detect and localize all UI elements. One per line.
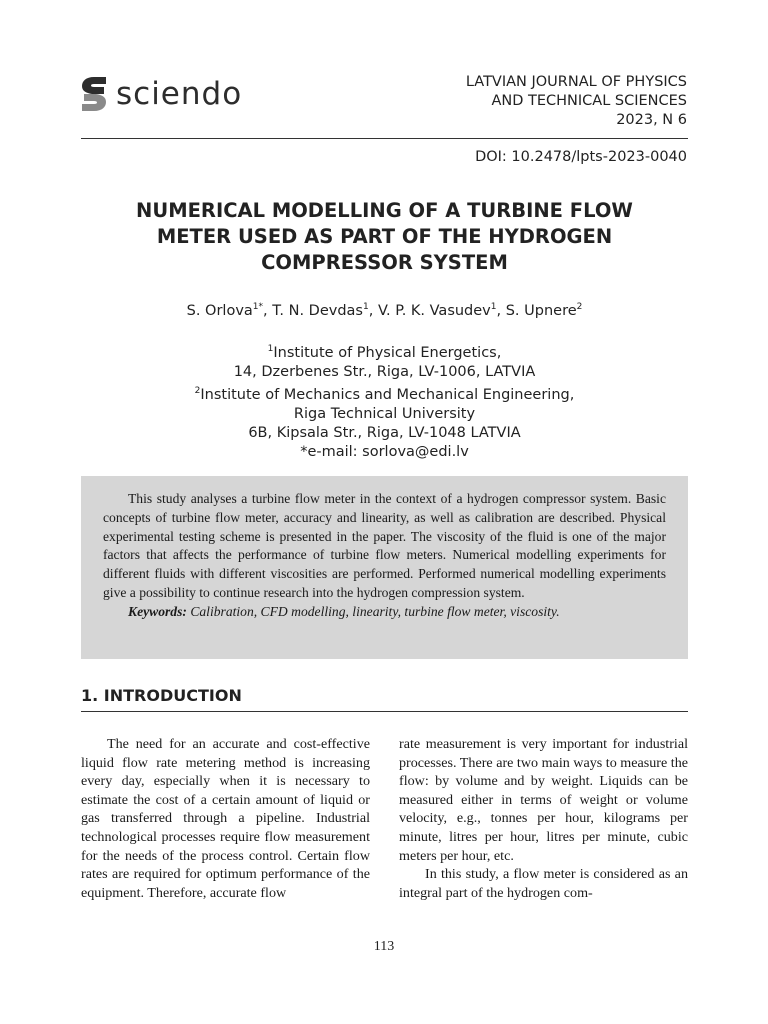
author-name: S. Upnere [505, 303, 577, 319]
affiliation-mark: 1 [267, 344, 274, 354]
paper-title [81, 198, 688, 276]
affiliation-1-name: $^1$Institute of Physical Energetics, [267, 344, 502, 361]
abstract-text: This study analyses a turbine flow meter in the context of a hydrogen compressor system. Basic concepts of turbine flow meter, accuracy and linearity, as well as calibration are described. Physical experimental testing scheme is presented in the paper. The viscosity of the fluid is one of the major factors that affects the performance of turbine flow meters. Numerical modelling experiments for different fluids with different viscosities are performed. Performed numerical modelling experiments give a possibility to continue research into the hydrogen compression system. [103, 491, 666, 600]
author-affiliation-mark: 1 [362, 302, 369, 312]
title-line3: COMPRESSOR SYSTEM [261, 251, 508, 274]
header-divider [81, 138, 688, 139]
paragraph: rate measurement is very important for industrial processes. There are two main ways to measure the flow: by volume and by weight. Liquids can be measured either in terms of weight or volume velocity, e.g., tonnes per hour, kilograms per minute, litres per hour, litres per minute, cubic meters per hour, etc. [399, 736, 688, 864]
doi[interactable]: DOI: 10.2478/lpts-2023-0040 [475, 149, 687, 165]
title-line2: METER USED AS PART OF THE HYDROGEN [156, 225, 613, 248]
publisher-logo [80, 74, 270, 114]
affiliation-1-address: 14, Dzerbenes Str., Riga, LV-1006, LATVIA [233, 364, 536, 380]
section-heading: 1. INTRODUCTION [81, 686, 242, 705]
affiliation-2-name: $^2$Institute of Mechanics and Mechanical Engineering, [194, 386, 575, 403]
author-name: S. Orlova [186, 303, 253, 319]
affiliation-2-address: 6B, Kipsala Str., Riga, LV-1048 LATVIA [248, 425, 521, 441]
section-divider [81, 711, 688, 712]
body-column-right [399, 735, 688, 902]
author-affiliation-mark: 2 [576, 302, 583, 312]
keywords [103, 603, 666, 622]
sciendo-logo-icon [80, 75, 108, 113]
journal-name-line2: AND TECHNICAL SCIENCES [491, 93, 687, 109]
author-affiliation-mark: 1* [252, 302, 264, 312]
author-name: T. N. Devdas [272, 303, 363, 319]
page-number: 113 [373, 939, 395, 954]
journal-issue: 2023, N 6 [616, 112, 687, 128]
author-name: V. P. K. Vasudev [377, 303, 491, 319]
paragraph: The need for an accurate and cost-effective liquid flow rate metering method is increasing every day, especially when it is necessary to estimate the cost of a certain amount of liquid or gas transferred through a pipeline. Industrial technological processes require flow measurement for the needs of the process control. Certain flow rates are required for optimum performance of the equipment. Therefore, accurate flow [81, 736, 370, 901]
journal-name-line1: LATVIAN JOURNAL OF PHYSICS [465, 74, 687, 90]
journal-info [466, 73, 687, 130]
body-column-left [81, 735, 370, 902]
author-affiliation-mark: 1 [490, 302, 497, 312]
affiliation-2-university: Riga Technical University [293, 406, 476, 422]
title-line1: NUMERICAL MODELLING OF A TURBINE FLOW [136, 199, 633, 222]
keywords-list: Calibration, CFD modelling, linearity, turbine flow meter, viscosity. [190, 603, 560, 619]
logo-wordmark: sciendo [116, 76, 243, 112]
paragraph: In this study, a flow meter is considered as an integral part of the hydrogen com- [399, 866, 688, 901]
author-list: S. Orlova$^{1*}$, T. N. Devdas$^1$, V. P. K. Vasudev$^1$, S. Upnere$^2$ [186, 302, 583, 319]
keywords-label: Keywords: [128, 603, 187, 619]
affiliation-mark: 2 [194, 386, 201, 396]
affiliations [81, 340, 688, 462]
abstract-box [81, 476, 688, 659]
corresponding-email[interactable]: *e-mail: sorlova@edi.lv [300, 444, 469, 460]
